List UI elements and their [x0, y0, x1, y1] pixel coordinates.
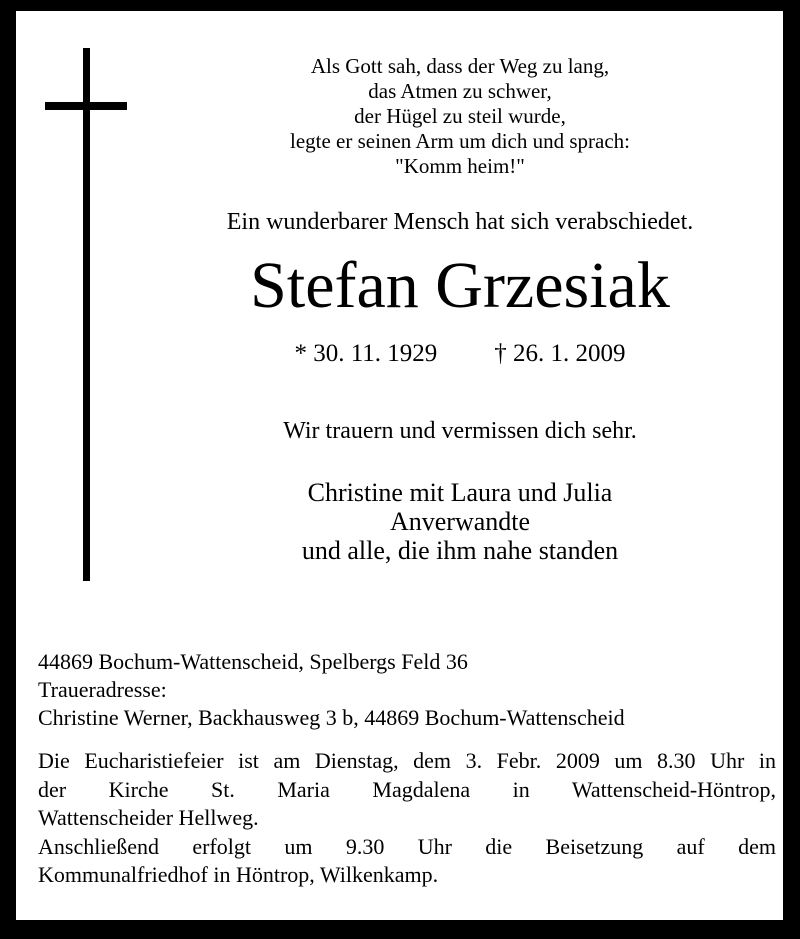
burial-line: Anschließend erfolgt um 9.30 Uhr die Beisetzung auf dem	[38, 833, 776, 859]
farewell-text: Ein wunderbarer Mensch hat sich verabschiedet.	[226, 209, 694, 235]
service-line: der Kirche St. Maria Magdalena in Wattenscheid-Höntrop,	[38, 776, 776, 802]
poem-line: "Komm heim!"	[395, 154, 525, 178]
burial-line: Kommunalfriedhof in Höntrop, Wilkenkamp.	[38, 862, 439, 887]
address-line: 44869 Bochum-Wattenscheid, Spelbergs Feld 36	[38, 649, 468, 674]
address-line: Christine Werner, Backhausweg 3 b, 44869 Bochum-Wattenscheid	[38, 705, 625, 730]
cross-horizontal-bar	[45, 102, 127, 110]
mourning-text: Wir trauern und vermissen dich sehr.	[283, 418, 637, 444]
poem-line: der Hügel zu steil wurde,	[354, 104, 566, 128]
service-line: Die Eucharistiefeier ist am Dienstag, dem 3. Febr. 2009 um 8.30 Uhr in	[38, 748, 776, 773]
service-line: Wattenscheider Hellweg.	[38, 805, 259, 830]
family-line: Christine mit Laura und Julia	[307, 478, 613, 507]
family-line: und alle, die ihm nahe standen	[301, 536, 619, 565]
poem	[140, 54, 780, 179]
death-date: † 26. 1. 2009	[494, 340, 626, 367]
cross-vertical-bar	[83, 48, 90, 581]
notice-sheet	[16, 11, 783, 920]
birth-date: * 30. 11. 1929	[294, 340, 438, 367]
funeral-details	[38, 747, 776, 890]
life-dates	[140, 339, 780, 369]
poem-line: Als Gott sah, dass der Weg zu lang,	[310, 54, 610, 78]
address-block	[38, 648, 776, 732]
poem-line: legte er seinen Arm um dich und sprach:	[290, 129, 630, 153]
address-line: Traueradresse:	[38, 677, 167, 702]
family-line: Anverwandte	[389, 507, 531, 536]
family-block	[140, 478, 780, 565]
poem-line: das Atmen zu schwer,	[368, 79, 552, 103]
deceased-name: Stefan Grzesiak	[250, 249, 670, 322]
